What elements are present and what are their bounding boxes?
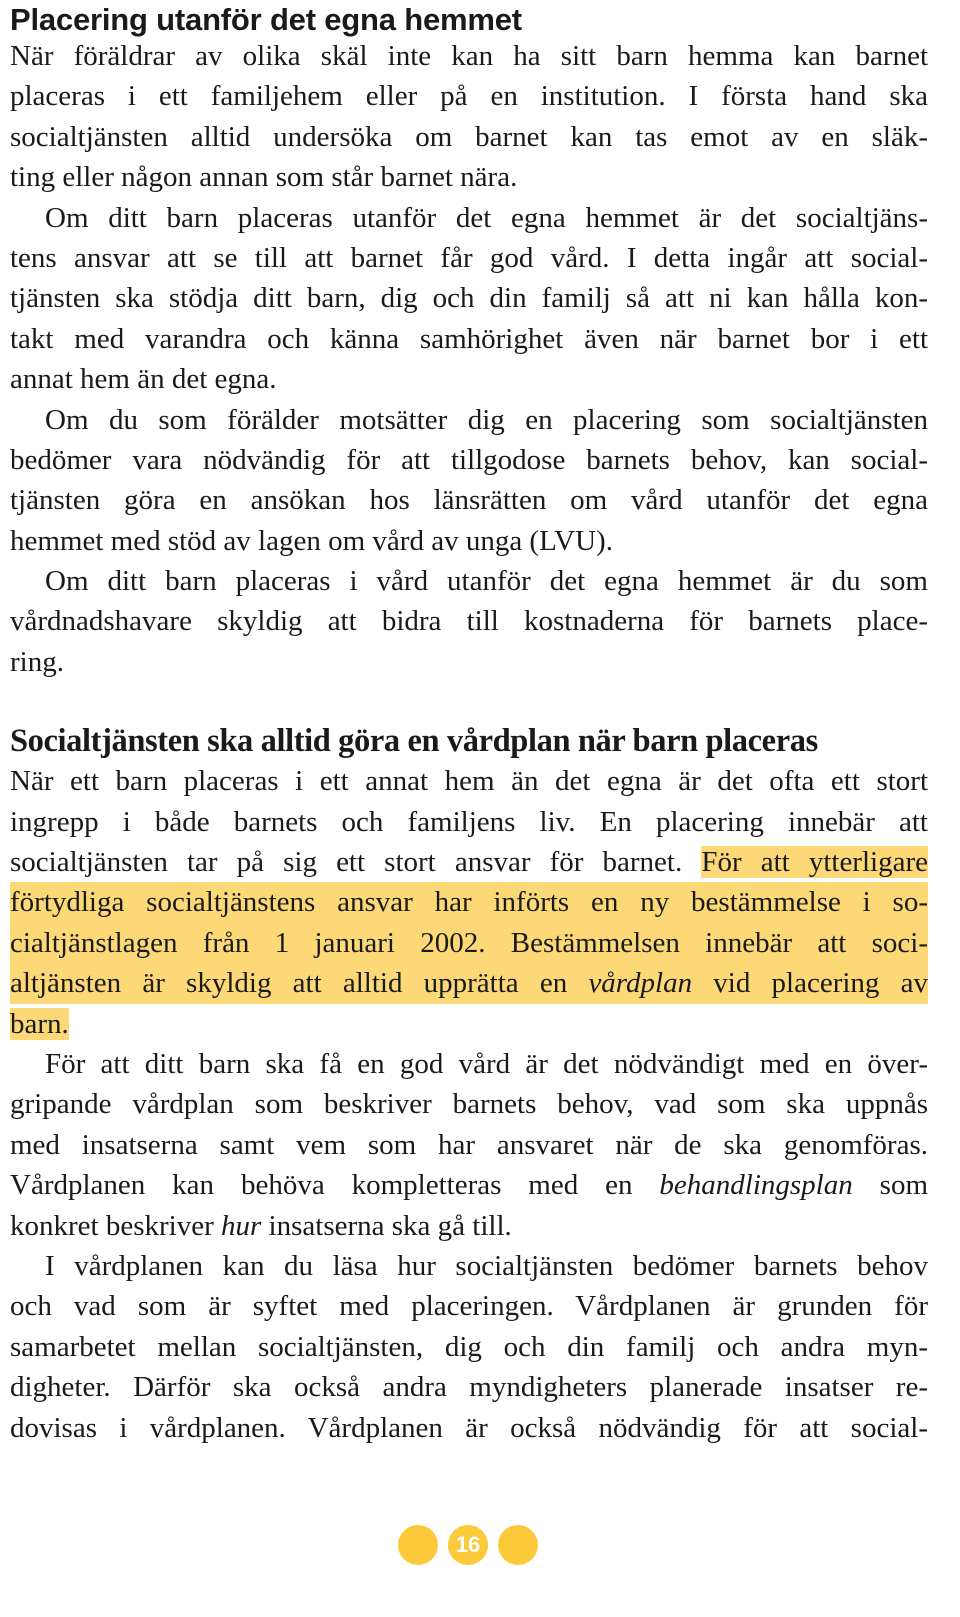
text-line: För att ditt barn ska få en god vård är det nödvändigt med en över- xyxy=(45,1047,928,1080)
text-line: När föräldrar av olika skäl inte kan ha sitt barn hemma kan barnet xyxy=(10,40,928,72)
paragraph xyxy=(10,561,928,682)
document-page xyxy=(10,0,928,1448)
decorative-dot-left xyxy=(398,1525,438,1565)
text-line: I vårdplanen kan du läsa hur socialtjänsten bedömer barnets behov xyxy=(45,1249,928,1282)
text-line xyxy=(10,1165,928,1205)
text-run: altjänsten är skyldig att alltid upprätta en xyxy=(10,967,589,1000)
text-line xyxy=(10,1004,928,1044)
text-line: ingrepp i både barnets och familjens liv. En placering innebär att xyxy=(10,805,928,838)
paragraph xyxy=(10,198,928,400)
emphasized-term: vårdplan xyxy=(588,967,693,1000)
text-run: konkret beskriver xyxy=(10,1209,221,1242)
text-run: insatserna ska gå till. xyxy=(261,1209,512,1242)
text-run: socialtjänsten tar på sig ett stort ansvar för barnet. xyxy=(10,846,702,879)
highlighted-text-line: cialtjänstlagen från 1 januari 2002. Bestämmelsen innebär att soci- xyxy=(10,923,928,963)
text-line: Om ditt barn placeras i vård utanför det egna hemmet är du som xyxy=(45,565,928,598)
page-number: 16 xyxy=(448,1525,488,1565)
text-run: Vårdplanen kan behöva kompletteras med en xyxy=(10,1169,660,1202)
text-line: tens ansvar att se till att barnet får god vård. I detta ingår att social- xyxy=(10,241,928,274)
text-line: dovisas i vårdplanen. Vårdplanen är också nödvändig för att social- xyxy=(10,1411,928,1444)
text-run: som xyxy=(852,1169,928,1202)
text-line: Om ditt barn placeras utanför det egna hemmet är det socialtjäns- xyxy=(45,201,928,234)
paragraph xyxy=(10,36,928,198)
page-footer xyxy=(398,1524,540,1566)
highlighted-text-line xyxy=(10,963,928,1003)
text-line: gripande vårdplan som beskriver barnets behov, vad som ska uppnås xyxy=(10,1088,928,1121)
text-line: med insatserna samt vem som har ansvaret när de ska genomföras. xyxy=(10,1128,928,1161)
highlighted-text: För att ytterligare xyxy=(701,846,928,879)
text-line: bedömer vara nödvändig för att tillgodose barnets behov, kan social- xyxy=(10,443,928,476)
paragraph xyxy=(10,1044,928,1246)
text-run: vid placering av xyxy=(692,967,928,1000)
decorative-dot-right xyxy=(498,1525,538,1565)
text-line: socialtjänsten alltid undersöka om barnet kan tas emot av en släk- xyxy=(10,120,928,153)
text-line xyxy=(10,1206,928,1246)
text-line: och vad som är syftet med placeringen. Vårdplanen är grunden för xyxy=(10,1290,928,1323)
text-line: ring. xyxy=(10,645,64,678)
text-line: Om du som förälder motsätter dig en placering som socialtjänsten xyxy=(45,403,928,436)
text-line: digheter. Därför ska också andra myndigheters planerade insatser re- xyxy=(10,1371,928,1404)
text-line: annat hem än det egna. xyxy=(10,363,277,396)
paragraph xyxy=(10,761,928,1044)
text-line xyxy=(10,842,928,882)
text-line: När ett barn placeras i ett annat hem än det egna är det ofta ett stort xyxy=(10,765,928,798)
text-line: placeras i ett familjehem eller på en institution. I första hand ska xyxy=(10,80,928,113)
emphasized-term: behandlingsplan xyxy=(659,1169,853,1202)
section-heading: Socialtjänsten ska alltid göra en vårdplan när barn placeras xyxy=(10,723,818,760)
text-line: samarbetet mellan socialtjänsten, dig och din familj och andra myn- xyxy=(10,1330,928,1363)
emphasized-term: hur xyxy=(221,1209,262,1242)
text-line: hemmet med stöd av lagen om vård av unga (LVU). xyxy=(10,524,613,557)
text-line: tjänsten ska stödja ditt barn, dig och din familj så att ni kan hålla kon- xyxy=(10,282,928,315)
section-heading: Placering utanför det egna hemmet xyxy=(10,2,522,37)
highlighted-text-line: förtydliga socialtjänstens ansvar har införts en ny bestämmelse i so- xyxy=(10,882,928,922)
section-spacer xyxy=(10,682,928,721)
highlighted-text: barn. xyxy=(10,1007,69,1040)
text-line: tjänsten göra en ansökan hos länsrätten om vård utanför det egna xyxy=(10,484,928,517)
text-line: vårdnadshavare skyldig att bidra till kostnaderna för barnets place- xyxy=(10,605,928,638)
text-line: ting eller någon annan som står barnet nära. xyxy=(10,161,518,194)
text-line: takt med varandra och känna samhörighet även när barnet bor i ett xyxy=(10,322,928,355)
paragraph xyxy=(10,400,928,562)
paragraph xyxy=(10,1246,928,1448)
